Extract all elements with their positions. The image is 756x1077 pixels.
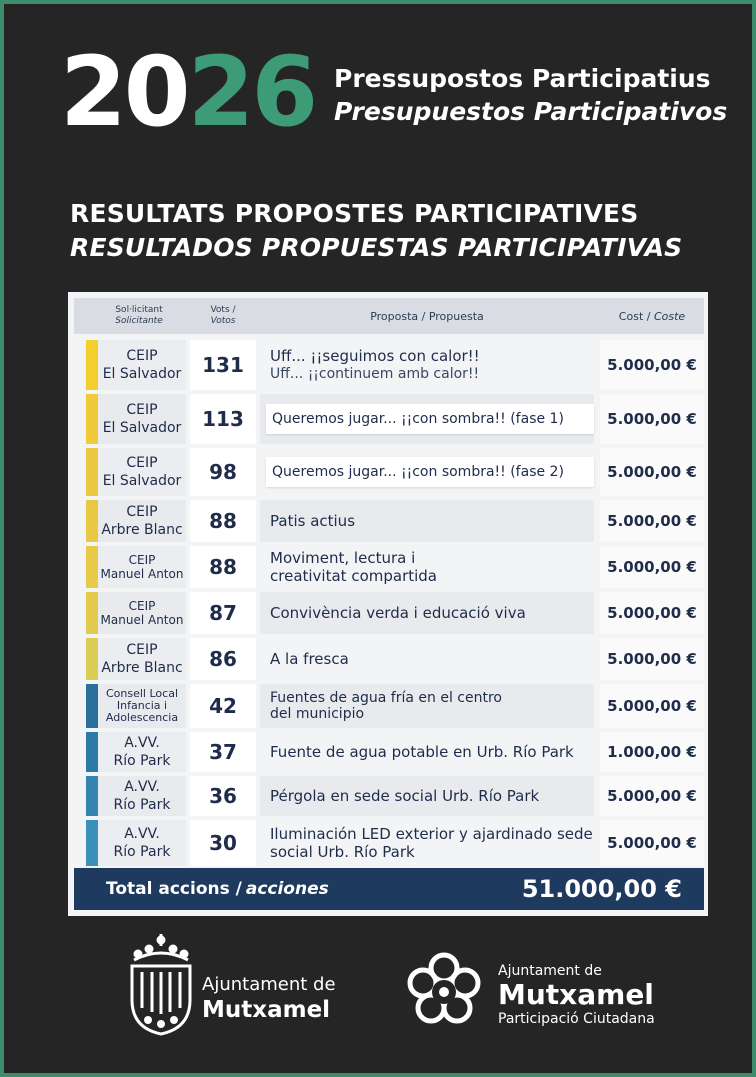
cost-cell: 1.000,00 € [600, 732, 704, 772]
proposal-line: Uff... ¡¡continuem amb calor!! [270, 366, 480, 382]
col-header-solicitant [92, 298, 186, 334]
solicitant-line: CEIP [128, 553, 156, 567]
row-color-bar [86, 684, 98, 728]
proposal-cell [260, 546, 594, 588]
col-header-votes [190, 298, 256, 334]
solicitant-line: Infancia i [116, 699, 168, 712]
proposal-line: creativitat compartida [270, 567, 437, 585]
year-part-1: 20 [60, 36, 188, 148]
cost-cell: 5.000,00 € [600, 448, 704, 496]
row-color-bar [86, 592, 98, 634]
solicitant-line: CEIP [126, 402, 158, 418]
col-header-votes-ca: Vots / [210, 305, 236, 315]
solicitant-line: El Salvador [102, 420, 182, 436]
solicitant-line: CEIP [126, 642, 158, 658]
table-row [74, 818, 704, 868]
table-row [74, 774, 704, 818]
proposal-cell [260, 732, 594, 772]
proposal-cell [260, 684, 594, 728]
total-label [106, 868, 329, 910]
col-header-solicitant-ca: Sol·licitant [115, 305, 163, 315]
proposal-line: Iluminación LED exterior y ajardinado sede [270, 825, 593, 843]
solicitant-line: Río Park [113, 753, 171, 769]
solicitant-cell [98, 340, 186, 390]
votes-cell: 88 [190, 546, 256, 588]
row-color-bar [86, 820, 98, 866]
total-label-es: acciones [245, 879, 329, 899]
solicitant-line: CEIP [128, 599, 156, 613]
solicitant-line: Manuel Anton [100, 567, 184, 581]
solicitant-line: Adolescencia [105, 711, 179, 724]
solicitant-line: Río Park [113, 797, 171, 813]
solicitant-cell [98, 448, 186, 496]
col-header-proposal [260, 298, 594, 334]
table-row [74, 544, 704, 590]
proposal-cell [260, 638, 594, 680]
logo1-line2: Mutxamel [202, 997, 331, 1023]
solicitant-line: CEIP [126, 455, 158, 471]
proposal-line: Fuente de agua potable en Urb. Río Park [270, 743, 574, 761]
col-header-cost [600, 298, 704, 334]
col-header-votes-es: Votos [210, 316, 236, 326]
votes-cell: 98 [190, 448, 256, 496]
row-color-bar [86, 638, 98, 680]
program-title-es: Presupuestos Participativos [334, 97, 728, 126]
results-title-es: RESULTADOS PROPUESTAS PARTICIPATIVAS [70, 233, 683, 262]
solicitant-line: CEIP [126, 504, 158, 520]
proposal-line: del municipio [270, 706, 365, 722]
votes-cell: 36 [190, 776, 256, 816]
logo2-line2: Mutxamel [498, 978, 654, 1011]
solicitant-cell [98, 394, 186, 444]
row-color-bar [86, 340, 98, 390]
col-header-cost-es: Coste [653, 309, 686, 323]
proposal-line: Uff... ¡¡seguimos con calor!! [270, 347, 480, 365]
cost-cell: 5.000,00 € [600, 684, 704, 728]
solicitant-line: A.VV. [124, 735, 160, 751]
year-heading [60, 36, 316, 148]
table-row [74, 636, 704, 682]
solicitant-line: Arbre Blanc [101, 522, 183, 538]
cost-cell: 5.000,00 € [600, 500, 704, 542]
solicitant-line: El Salvador [102, 366, 182, 382]
logo2-line1: Ajuntament de [498, 963, 602, 979]
cost-cell: 5.000,00 € [600, 820, 704, 866]
results-table [68, 292, 708, 916]
solicitant-line: Consell Local [106, 687, 178, 700]
proposal-cell [260, 394, 594, 444]
table-row [74, 730, 704, 774]
solicitant-line: A.VV. [124, 826, 160, 842]
votes-cell: 86 [190, 638, 256, 680]
flower-logo-icon [406, 952, 482, 1028]
year-part-2: 26 [187, 36, 316, 148]
total-bar [74, 868, 704, 910]
solicitant-line: El Salvador [102, 473, 182, 489]
coat-of-arms-icon [126, 930, 196, 1040]
votes-cell: 87 [190, 592, 256, 634]
solicitant-cell [98, 684, 186, 728]
logo-ajuntament-text [202, 974, 336, 1024]
program-title-ca: Pressupostos Participatius [334, 64, 711, 93]
votes-cell: 42 [190, 684, 256, 728]
votes-cell: 88 [190, 500, 256, 542]
row-color-bar [86, 546, 98, 588]
logo2-line3: Participació Ciutadana [498, 1011, 655, 1027]
cost-cell: 5.000,00 € [600, 394, 704, 444]
table-row [74, 498, 704, 544]
proposal-line: Pérgola en sede social Urb. Río Park [270, 787, 540, 805]
program-title [334, 62, 727, 128]
table-row [74, 392, 704, 446]
solicitant-line: CEIP [126, 348, 158, 364]
proposal-line: Queremos jugar... ¡¡con sombra!! (fase 1) [266, 404, 594, 434]
cost-cell: 5.000,00 € [600, 776, 704, 816]
col-header-proposal-label: Proposta / Propuesta [370, 309, 484, 323]
votes-cell: 113 [190, 394, 256, 444]
proposal-line: Patis actius [270, 512, 356, 530]
proposal-line: Convivència verda i educació viva [270, 604, 526, 622]
solicitant-cell [98, 820, 186, 866]
proposal-line: Fuentes de agua fría en el centro [270, 690, 502, 706]
solicitant-line: Manuel Anton [100, 613, 184, 627]
total-label-ca: Total accions / [106, 879, 242, 899]
proposal-line: A la fresca [270, 650, 349, 668]
proposal-line: Moviment, lectura i [270, 549, 416, 567]
table-row [74, 446, 704, 498]
col-header-cost-ca: Cost / [618, 309, 651, 323]
results-title [70, 197, 682, 265]
solicitant-cell [98, 776, 186, 816]
solicitant-cell [98, 732, 186, 772]
proposal-cell [260, 820, 594, 866]
logo-participacio-text [498, 962, 655, 1028]
solicitant-line: A.VV. [124, 779, 160, 795]
solicitant-cell [98, 546, 186, 588]
row-color-bar [86, 500, 98, 542]
poster [4, 4, 752, 1073]
logo1-line1: Ajuntament de [202, 974, 336, 995]
cost-cell: 5.000,00 € [600, 546, 704, 588]
row-color-bar [86, 448, 98, 496]
proposal-cell [260, 340, 594, 390]
solicitant-cell [98, 592, 186, 634]
table-row [74, 338, 704, 392]
row-color-bar [86, 732, 98, 772]
proposal-cell [260, 776, 594, 816]
cost-cell: 5.000,00 € [600, 592, 704, 634]
solicitant-cell [98, 638, 186, 680]
solicitant-cell [98, 500, 186, 542]
table-header [74, 298, 704, 334]
votes-cell: 131 [190, 340, 256, 390]
votes-cell: 30 [190, 820, 256, 866]
results-title-ca: RESULTATS PROPOSTES PARTICIPATIVES [70, 199, 639, 228]
proposal-cell [260, 448, 594, 496]
proposal-line: social Urb. Río Park [270, 843, 415, 861]
col-header-solicitant-es: Solicitante [115, 316, 163, 326]
votes-cell: 37 [190, 732, 256, 772]
solicitant-line: Arbre Blanc [101, 660, 183, 676]
table-row [74, 682, 704, 730]
proposal-cell [260, 500, 594, 542]
row-color-bar [86, 776, 98, 816]
solicitant-line: Río Park [113, 844, 171, 860]
proposal-cell [260, 592, 594, 634]
total-value: 51.000,00 € [521, 875, 682, 903]
row-color-bar [86, 394, 98, 444]
table-row [74, 590, 704, 636]
proposal-line: Queremos jugar... ¡¡con sombra!! (fase 2) [266, 457, 594, 487]
cost-cell: 5.000,00 € [600, 340, 704, 390]
cost-cell: 5.000,00 € [600, 638, 704, 680]
